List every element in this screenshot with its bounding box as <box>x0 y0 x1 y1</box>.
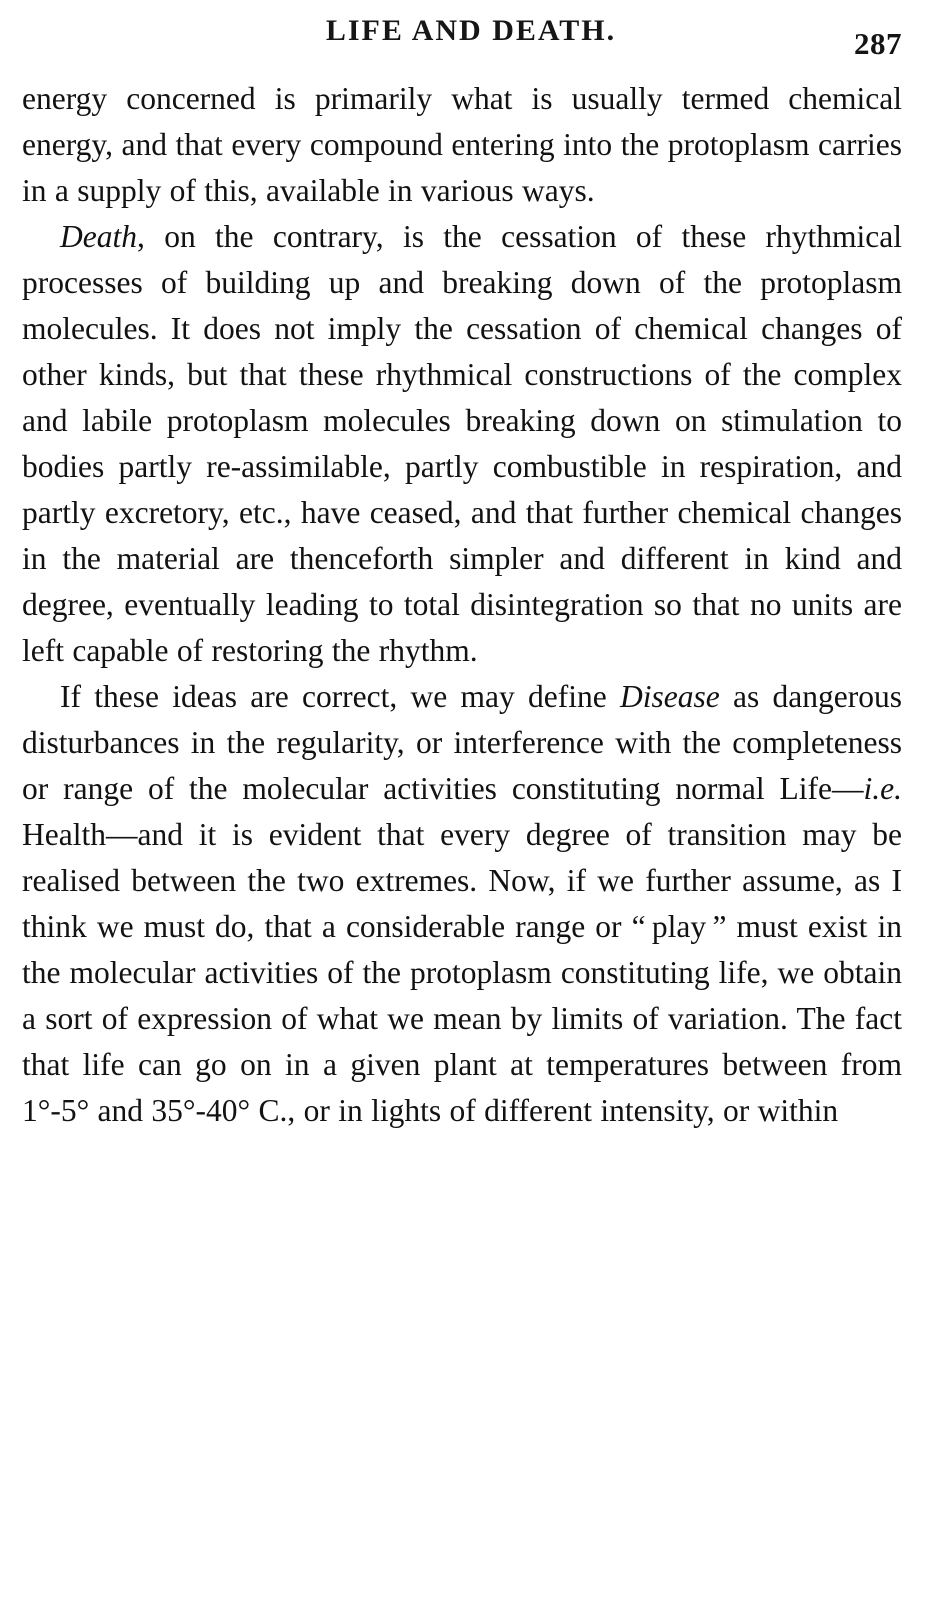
paragraph-energy: energy concerned is primarily what is usually termed chemical energy, and that every compound entering into the protoplasm carries in a supply of this, available in various ways. <box>22 81 902 208</box>
paragraph-death: Death, on the contrary, is the cessation of these rhythmical processes of building up and breaking down of the protoplasm molecules. It does not imply the cessation of chemical changes of other kinds, but that these rhythmical constructions of the complex and labile protoplasm molecules breaking down on stimulation to bodies partly re-assimilable, partly combustible in respiration, and partly excretory, etc., have ceased, and that further chemical changes in the material are thenceforth simpler and different in kind and degree, eventually leading to total disintegration so that no units are left capable of restoring the rhythm. <box>22 219 902 668</box>
page-number: 287 <box>854 26 902 61</box>
page-header <box>22 14 902 66</box>
paragraph-disease: If these ideas are correct, we may define Disease as dangerous disturbances in the regularity, or interference with the completeness or range of the molecular activities constituting normal Life—i.e. Health—and it is evident that every degree of transition may be realised between the two extremes. Now, if we further assume, as I think we must do, that a considerable range or “ play ” must exist in the molecular activities of the protoplasm constituting life, we obtain a sort of expression of what we mean by limits of variation. The fact that life can go on in a given plant at temperatures between from 1°-5° and 35°-40° C., or in lights of different intensity, or within <box>22 679 903 1128</box>
page-body <box>22 76 902 1134</box>
running-title: LIFE AND DEATH. <box>325 14 617 47</box>
